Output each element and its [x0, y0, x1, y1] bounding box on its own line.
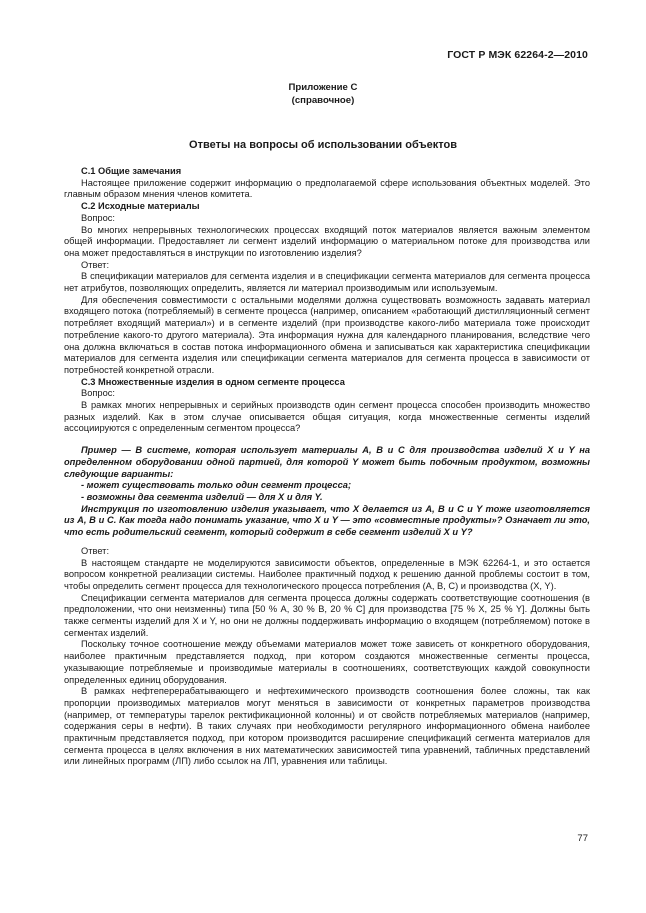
body-text [64, 166, 590, 768]
paragraph: Для обеспечения совместимости с остальными моделями должна существовать возможность задавать материал входящего потока (потребляемый) в сегменте процесса (например, описанием «работающий дистилляционный сегмент потребляет входящий материал») и в сегменте изделий (при производстве какого-либо материала тоже происходит потребление какого-то другого материала). Эта информация нужна для календарного планирования, вследствие чего она должна включаться в состав потока информационного обмена и записываться как характеристика спецификации материалов для сегмента изделия или спецификации сегмента материалов для сегмента процесса в зависимости от потребностей конкретной отрасли. [64, 294, 590, 375]
annex-type: (справочное) [291, 95, 355, 106]
paragraph: В рамках многих непрерывных и серийных производств один сегмент процесса способен производить множество разных изделий. Как в этом случае описывается общая ситуация, когда множественные сегменты изделий ассоциируются с определенным сегментом процесса? [64, 400, 590, 434]
paragraph: В спецификации материалов для сегмента изделия и в спецификации сегмента материалов для сегмента процесса нет атрибутов, позволяющих определить, является ли материал производимым или используемым. [64, 271, 590, 294]
example-paragraph: Пример — В системе, которая использует материалы А, В и С для производства изделий X и Y на определенном оборудовании одной партией, для которой Y может быть побочным продуктом, возможны следующие варианты: [64, 445, 590, 479]
annex-label: Приложение С [288, 82, 358, 93]
paragraph: Спецификации сегмента материалов для сегмента процесса должны содержать соответствующие соотношения (в предположении, что они неизменны) типа [50 % А, 30 % В, 20 % С] для производства [75 % X, 25 % Y]. Должны быть также сегменты изделий для X и Y, но они не должны поддерживать информацию о входящем (потребляемом) потоке в сегментах изделий. [64, 592, 590, 638]
paragraph: В рамках нефтеперерабатывающего и нефтехимического производств соотношения более сложны, так как пропорции производимых материалов могут меняться в зависимости от конкретных параметров производства (например, от температуры тарелок ректификационной колонны) и от свойств потребляемых материалов (например, содержания серы в нефти). В таких случаях при необходимости регулярного информационного обмена наиболее практичным представляется подход, при котором производится расширение спецификаций сегмента материалов для сегмента процесса в целях включения в них математических зависимостей типа уравнений, табличных представлений или линейных программ (ЛП) либо ссылок на ЛП, уравнения или таблицы. [64, 686, 590, 767]
example-list-item: - может существовать только один сегмент процесса; [81, 480, 352, 491]
paragraph: Во многих непрерывных технологических процессах входящий поток материалов является важным элементом общей информации. Предоставляет ли сегмент изделий информацию о материальном потоке для производства или она может предоставляться в инструкции по изготовлению изделия? [64, 224, 590, 258]
document-header: ГОСТ Р МЭК 62264-2—2010 [447, 49, 588, 61]
section-heading: С.1 Общие замечания [81, 166, 182, 176]
section-heading: С.2 Исходные материалы [81, 201, 200, 212]
paragraph: Ответ: [81, 259, 110, 270]
example-paragraph: Инструкция по изготовлению изделия указывает, что X делается из А, В и С и Y тоже изготовляется из А, В и С. Как тогда надо понимать указание, что X и Y — это «совместные продукты»? Означает ли это, что есть родительский сегмент, который содержит в себе сегмент изделий X и Y? [64, 503, 590, 538]
paragraph: В настоящем стандарте не моделируются зависимости объектов, определенные в МЭК 62264-1, и это остается вопросом конкретной реализации системы. Наиболее практичный подход к решению данной проблемы состоит в том, чтобы определить сегмент процесса для технологического процесса потребления (А, В, С) и производства (X, Y). [64, 557, 590, 591]
paragraph: Поскольку точное соотношение между объемами материалов может тоже зависеть от конкретного оборудования, наиболее практичным представляется подход, при котором создаются множественные сегменты процесса, указывающие потребляемые и производимые материалы в соотношениях, соответствующих каждой совокупности определенных единиц оборудования. [64, 639, 590, 685]
section-heading: С.3 Множественные изделия в одном сегменте процесса [81, 376, 345, 387]
paragraph: Ответ: [81, 545, 110, 556]
paragraph: Настоящее приложение содержит информацию о предполагаемой сфере использования объектных моделей. Это главным образом мнения членов комитета. [64, 177, 590, 200]
page-number: 77 [577, 833, 588, 844]
page-title: Ответы на вопросы об использовании объектов [189, 139, 457, 151]
paragraph: Вопрос: [81, 212, 115, 223]
paragraph: Вопрос: [81, 388, 115, 399]
example-list-item: - возможны два сегмента изделий — для X и для Y. [81, 491, 323, 502]
